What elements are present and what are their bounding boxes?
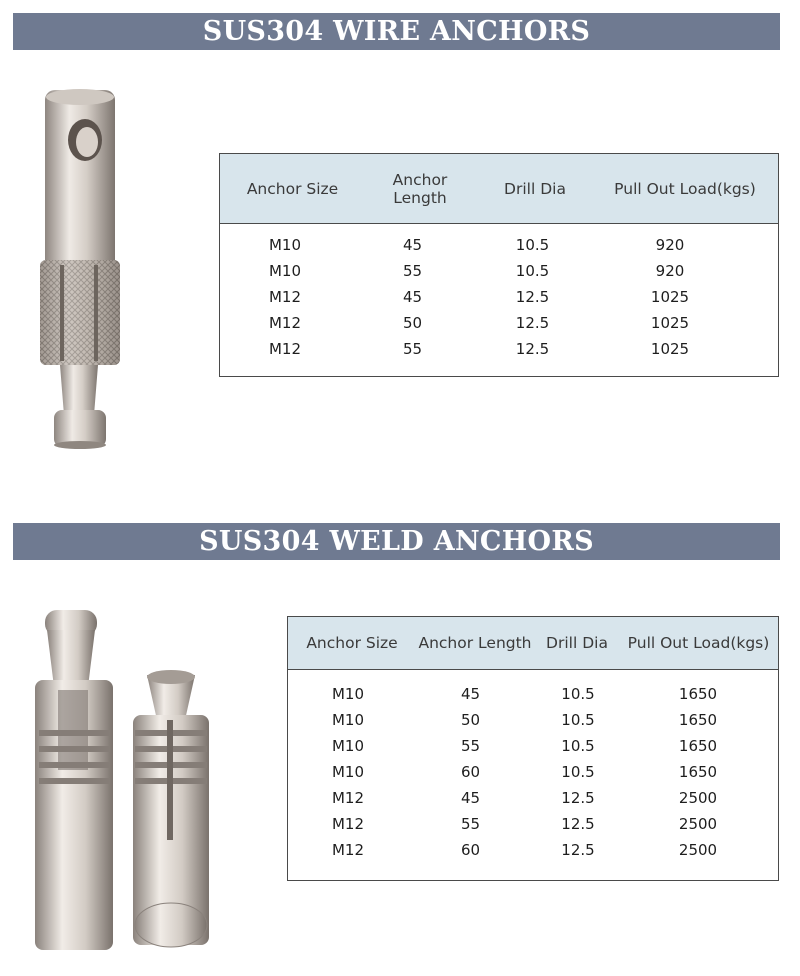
table-header-row [288, 617, 778, 670]
table-row [220, 232, 778, 258]
cell-anchor-size: M10 [331, 763, 365, 781]
cell-pull-out-load: 920 [655, 262, 685, 280]
header-anchor-length: Anchor Length [418, 634, 532, 652]
cell-pull-out-load: 920 [655, 236, 685, 254]
cell-pull-out-load: 1650 [678, 763, 718, 781]
cell-anchor-size: M10 [331, 737, 365, 755]
cell-anchor-length: 45 [460, 685, 481, 703]
cell-pull-out-load: 2500 [678, 841, 718, 859]
cell-drill-dia: 12.5 [515, 340, 550, 358]
header-drill-dia: Drill Dia [546, 634, 608, 652]
cell-drill-dia: 12.5 [561, 841, 595, 859]
header-drill-dia: Drill Dia [504, 179, 566, 198]
cell-anchor-size: M10 [268, 262, 302, 280]
cell-drill-dia: 12.5 [561, 789, 595, 807]
wire-anchors-table [219, 153, 779, 377]
cell-drill-dia: 10.5 [561, 737, 595, 755]
table-row [220, 336, 778, 362]
cell-drill-dia: 10.5 [561, 711, 595, 729]
wire-anchors-banner: SUS304 WIRE ANCHORS [13, 13, 780, 50]
header-pull-out-load: Pull Out Load(kgs) [627, 634, 770, 652]
table-row [288, 707, 778, 733]
cell-anchor-length: 45 [402, 288, 423, 306]
cell-pull-out-load: 1650 [678, 737, 718, 755]
wire-anchor-image [30, 85, 130, 455]
cell-drill-dia: 10.5 [561, 685, 595, 703]
cell-anchor-length: 55 [402, 262, 423, 280]
header-anchor-length: Anchor Length [392, 170, 448, 207]
cell-anchor-size: M12 [331, 815, 365, 833]
cell-pull-out-load: 1025 [650, 340, 690, 358]
header-anchor-size: Anchor Size [306, 634, 398, 652]
table-header-row [220, 154, 778, 224]
cell-drill-dia: 12.5 [561, 815, 595, 833]
table-row [288, 785, 778, 811]
table-row [220, 258, 778, 284]
weld-anchor-image [25, 600, 225, 960]
cell-anchor-length: 45 [460, 789, 481, 807]
table-row [288, 733, 778, 759]
cell-anchor-size: M12 [331, 789, 365, 807]
cell-drill-dia: 10.5 [561, 763, 595, 781]
cell-anchor-size: M12 [268, 314, 302, 332]
cell-pull-out-load: 2500 [678, 815, 718, 833]
cell-drill-dia: 12.5 [515, 288, 550, 306]
table-row [288, 759, 778, 785]
cell-pull-out-load: 1650 [678, 711, 718, 729]
table-row [220, 310, 778, 336]
cell-anchor-size: M12 [268, 288, 302, 306]
cell-anchor-length: 50 [460, 711, 481, 729]
cell-pull-out-load: 1025 [650, 288, 690, 306]
weld-anchors-banner: SUS304 WELD ANCHORS [13, 523, 780, 560]
cell-anchor-size: M10 [268, 236, 302, 254]
cell-drill-dia: 10.5 [515, 236, 550, 254]
cell-anchor-length: 50 [402, 314, 423, 332]
cell-anchor-length: 60 [460, 841, 481, 859]
cell-anchor-size: M12 [331, 841, 365, 859]
cell-pull-out-load: 1025 [650, 314, 690, 332]
table-row [220, 284, 778, 310]
cell-anchor-length: 45 [402, 236, 423, 254]
cell-anchor-length: 55 [460, 737, 481, 755]
cell-pull-out-load: 1650 [678, 685, 718, 703]
table-row [288, 681, 778, 707]
cell-drill-dia: 10.5 [515, 262, 550, 280]
cell-anchor-size: M12 [268, 340, 302, 358]
cell-anchor-size: M10 [331, 711, 365, 729]
table-row [288, 837, 778, 863]
cell-drill-dia: 12.5 [515, 314, 550, 332]
cell-anchor-length: 55 [402, 340, 423, 358]
table-row [288, 811, 778, 837]
header-anchor-size: Anchor Size [246, 179, 339, 198]
cell-anchor-length: 55 [460, 815, 481, 833]
cell-pull-out-load: 2500 [678, 789, 718, 807]
cell-anchor-length: 60 [460, 763, 481, 781]
cell-anchor-size: M10 [331, 685, 365, 703]
header-pull-out-load: Pull Out Load(kgs) [614, 179, 756, 198]
weld-anchors-table [287, 616, 779, 881]
